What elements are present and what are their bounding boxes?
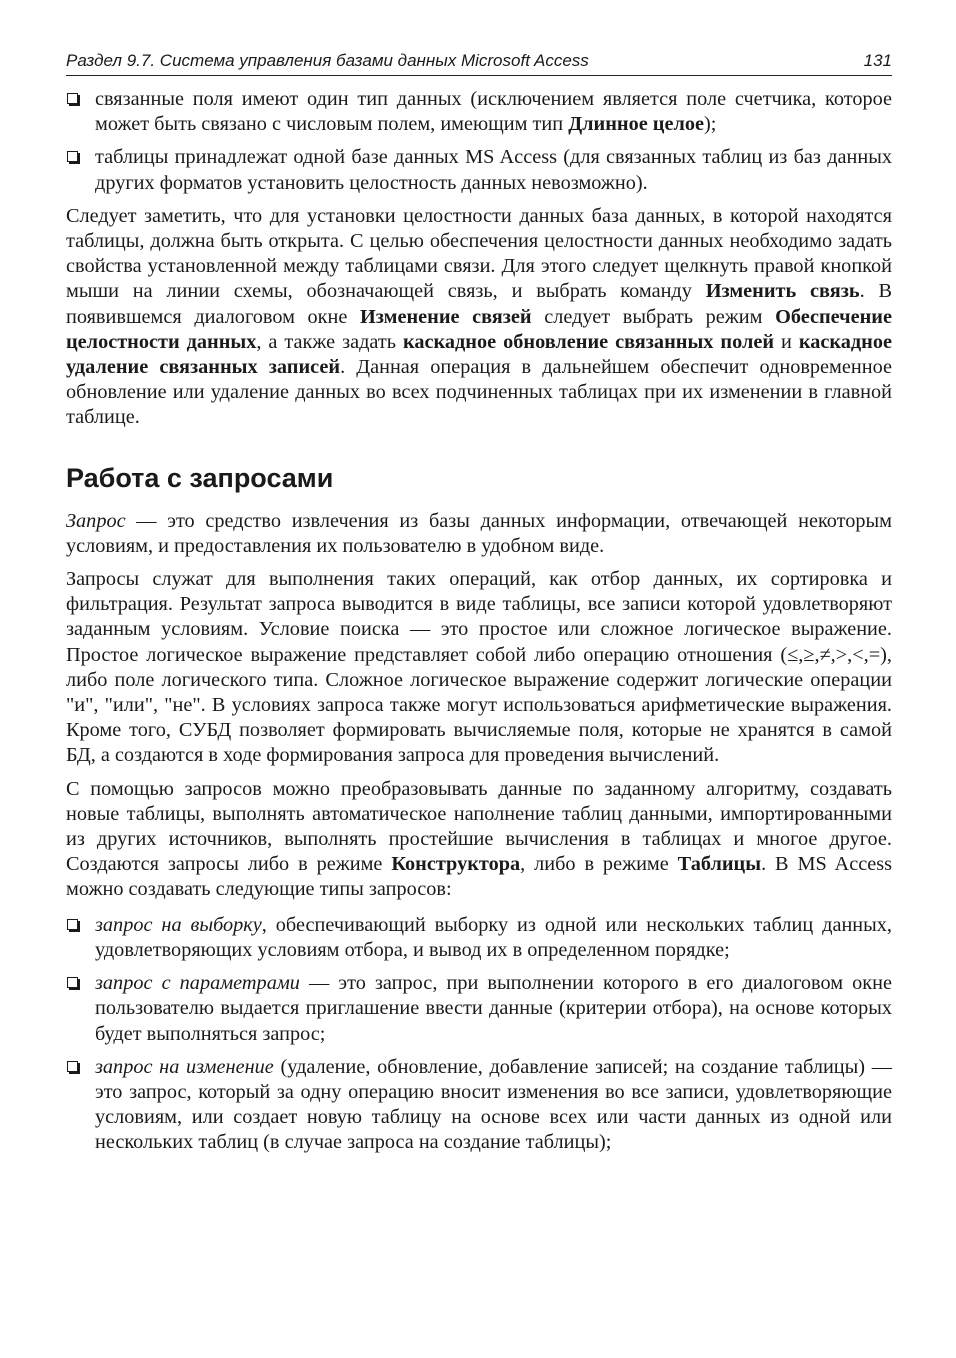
running-header bbox=[66, 50, 892, 76]
list-item bbox=[66, 913, 892, 963]
paragraph-integrity bbox=[66, 204, 892, 431]
text-run: Запросы служат для выполнения таких операций, как отбор данных, их сортировка и фильтрация. Результат запроса выводится в виде таблицы, все записи которой удовлетворяют заданным условиям. Условие поиска — это простое или сложное логическое выражение. Простое логическое выражение представляет собой либо операцию отношения (≤,≥,≠,>,<,=), либо поле логического типа. Сложное логическое выражение содержит логические операции "и", "или", "не". В условиях запроса также могут использоваться арифметические выражения. Кроме того, СУБД позволяет формировать вычисляемые поля, которые не хранятся в самой БД, а создаются в ходе формирования запроса для проведения вычислений. bbox=[66, 568, 892, 767]
page bbox=[66, 50, 892, 1164]
list-item-text bbox=[95, 914, 892, 961]
text-run: С помощью запросов можно преобразовывать данные по заданному алгоритму, создавать новые таблицы, выполнять автоматическое наполнение таблиц данными, импортированными из других источников, выполнять простейшие вычисления в таблицах и многое другое. Создаются запросы либо в режиме bbox=[66, 777, 892, 876]
text-run: . В появившемся диалоговом окне bbox=[66, 280, 892, 328]
paragraph-query-capabilities bbox=[66, 777, 892, 903]
text-run: . Данная операция в дальнейшем обеспечит одновременное обновление или удаление данных во всех подчиненных таблицах при их изменении в главной таблице. bbox=[66, 356, 892, 429]
list-item-text bbox=[95, 1056, 892, 1154]
checkbox-bullet-icon bbox=[67, 151, 78, 162]
text-run: следует выбрать режим bbox=[531, 305, 776, 328]
italic-term: запрос на изменение bbox=[95, 1055, 274, 1078]
text-run: — это запрос, при выполнении которого в его диалоговом окне пользователю выдается приглашение ввести данные (критерии отбора), на основе которых будет выполняться запрос; bbox=[95, 972, 892, 1045]
paragraph-query-purpose bbox=[66, 567, 892, 769]
paragraph-query-definition bbox=[66, 509, 892, 559]
text-run: ); bbox=[704, 113, 717, 136]
text-run: , обеспечивающий выборку из одной или нескольких таблиц данных, удовлетворяющих условиям отбора, и вывод их в определенном порядке; bbox=[95, 913, 892, 961]
italic-term: запрос с параметрами bbox=[95, 972, 300, 995]
bold-term: Длинное целое bbox=[568, 113, 704, 136]
text-run: Следует заметить, что для установки целостности данных база данных, в которой находятся таблицы, должна быть открыта. С целью обеспечения целостности данных необходимо задать свойства установленной между таблицами связи. Для этого следует щелкнуть правой кнопкой мыши на линии схемы, обозначающей связь, и выбрать команду bbox=[66, 204, 892, 303]
checkbox-bullet-icon bbox=[67, 1061, 78, 1072]
text-run: . В MS Access можно создавать следующие типы запросов: bbox=[66, 853, 892, 901]
text-run: таблицы принадлежат одной базе данных MS Access (для связанных таблиц из баз данных других форматов установить целостность данных невозможно). bbox=[95, 146, 892, 194]
text-run: и bbox=[774, 330, 799, 353]
bold-term: Изменить связь bbox=[705, 280, 860, 303]
bold-term: Таблицы bbox=[677, 853, 762, 876]
checkbox-bullet-icon bbox=[67, 919, 78, 930]
list-item-text bbox=[95, 88, 892, 135]
checkbox-bullet-icon bbox=[67, 93, 78, 104]
header-title: Раздел 9.7. Система управления базами данных Microsoft Access bbox=[66, 51, 589, 70]
page-body bbox=[66, 76, 892, 1156]
text-run: , либо в режиме bbox=[520, 853, 678, 876]
text-run: — это средство извлечения из базы данных информации, отвечающей некоторым условиям, и предоставления их пользователю в удобном виде. bbox=[66, 509, 892, 557]
bold-term: Обеспечение целостности данных bbox=[66, 305, 892, 353]
text-run: (удаление, обновление, добавление записей; на создание таблицы) — это запрос, который за одну операцию вносит изменения во все записи, удовлетворяющие условиям, или создает новую таблицу на основе всех или части данных из одной или нескольких таблиц (в случае запроса на создание таблицы); bbox=[95, 1055, 892, 1154]
section-heading: Работа с запросами bbox=[66, 462, 334, 493]
italic-term: Запрос bbox=[66, 509, 126, 532]
bullet-list-integrity-conditions bbox=[66, 87, 892, 196]
list-item bbox=[66, 87, 892, 137]
bold-term: каскадное обновление связанных полей bbox=[403, 330, 775, 353]
text-run: связанные поля имеют один тип данных (исключением является поле счетчика, которое может быть связано с числовым полем, имеющим тип bbox=[95, 88, 892, 136]
list-item-text bbox=[95, 146, 892, 193]
bold-term: Конструктора bbox=[391, 853, 521, 876]
list-item bbox=[66, 1055, 892, 1156]
list-item bbox=[66, 145, 892, 195]
page-number: 131 bbox=[863, 51, 892, 70]
checkbox-bullet-icon bbox=[67, 977, 78, 988]
bold-term: каскадное удаление связанных записей bbox=[66, 330, 892, 379]
bold-term: Изменение связей bbox=[360, 305, 532, 328]
text-run: , а также задать bbox=[256, 330, 403, 353]
italic-term: запрос на выборку bbox=[95, 913, 262, 936]
list-item-text bbox=[95, 972, 892, 1044]
bullet-list-query-types bbox=[66, 913, 892, 1156]
list-item bbox=[66, 971, 892, 1047]
